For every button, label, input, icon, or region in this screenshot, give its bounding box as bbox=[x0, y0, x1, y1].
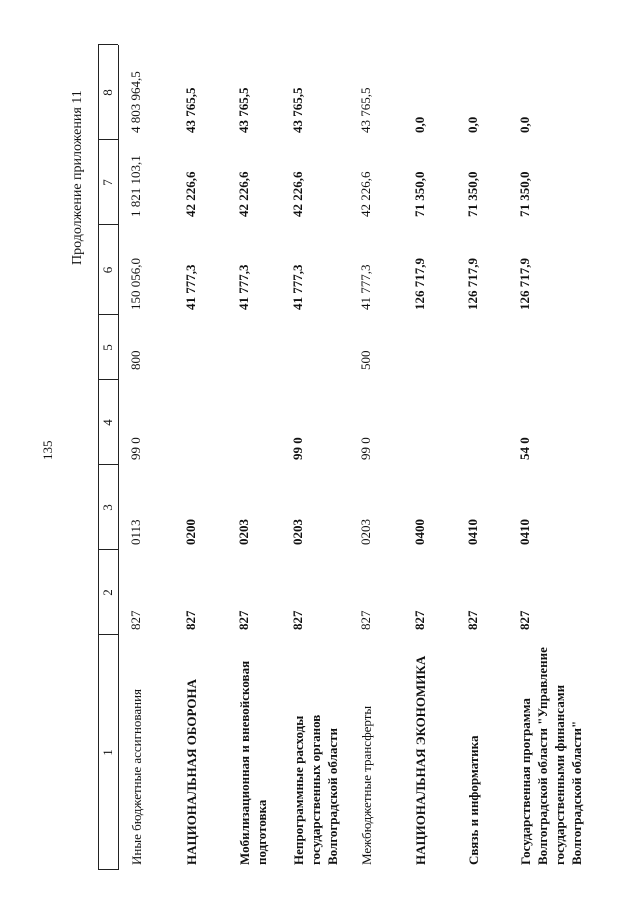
row-cell-c3: 0400 bbox=[412, 519, 427, 545]
column-header-7: 7 bbox=[100, 179, 115, 186]
row-cell-c8: 43 765,5 bbox=[290, 87, 305, 133]
column-header-8: 8 bbox=[100, 89, 115, 96]
row-cell-c6: 41 777,3 bbox=[358, 264, 373, 310]
row-cell-c3: 0203 bbox=[236, 519, 251, 545]
column-divider bbox=[98, 379, 118, 380]
row-name: Непрограммные расходы государственных органов Волгоградской области bbox=[291, 714, 340, 865]
row-name: Мобилизационная и вневойсковая подготовка bbox=[237, 660, 269, 865]
row-name: НАЦИОНАЛЬНАЯ ОБОРОНА bbox=[184, 679, 199, 865]
row-cell-c5: 800 bbox=[128, 350, 143, 370]
row-cell-c7: 42 226,6 bbox=[236, 171, 251, 217]
row-cell-c2: 827 bbox=[128, 610, 143, 630]
row-cell-c3: 0203 bbox=[290, 519, 305, 545]
row-cell-c6: 126 717,9 bbox=[412, 258, 427, 310]
column-header-4: 4 bbox=[100, 419, 115, 426]
row-name: Государственная программа Волгоградской области "Управление государственными финансами Волгоградской области" bbox=[518, 647, 584, 865]
column-divider bbox=[98, 634, 118, 635]
row-cell-c8: 0,0 bbox=[465, 116, 480, 133]
column-divider bbox=[98, 139, 118, 140]
row-cell-c8: 43 765,5 bbox=[236, 87, 251, 133]
row-cell-c2: 827 bbox=[517, 610, 532, 630]
column-header-2: 2 bbox=[100, 589, 115, 596]
row-cell-c2: 827 bbox=[183, 610, 198, 630]
row-name: Иные бюджетные ассигнования bbox=[129, 688, 144, 865]
row-cell-c4: 99 0 bbox=[128, 437, 143, 460]
row-cell-c3: 0410 bbox=[465, 519, 480, 545]
row-cell-c2: 827 bbox=[290, 610, 305, 630]
row-cell-c7: 71 350,0 bbox=[412, 171, 427, 217]
column-divider bbox=[98, 549, 118, 550]
table-top-rule bbox=[98, 45, 99, 870]
row-cell-c3: 0113 bbox=[128, 519, 143, 545]
column-divider bbox=[98, 869, 118, 870]
row-cell-c4: 99 0 bbox=[290, 437, 305, 460]
row-cell-c6: 41 777,3 bbox=[183, 264, 198, 310]
column-header-1: 1 bbox=[100, 749, 115, 756]
column-divider bbox=[98, 224, 118, 225]
row-cell-c2: 827 bbox=[465, 610, 480, 630]
continuation-label: Продолжение приложения 11 bbox=[70, 90, 85, 265]
column-header-6: 6 bbox=[100, 266, 115, 274]
row-cell-c6: 126 717,9 bbox=[517, 258, 532, 310]
row-cell-c6: 150 056,0 bbox=[128, 258, 143, 310]
row-cell-c2: 827 bbox=[236, 610, 251, 630]
row-cell-c6: 126 717,9 bbox=[465, 258, 480, 310]
row-name: НАЦИОНАЛЬНАЯ ЭКОНОМИКА bbox=[413, 655, 428, 865]
column-header-5: 5 bbox=[100, 344, 115, 351]
row-cell-c8: 0,0 bbox=[517, 116, 532, 133]
row-cell-c7: 1 821 103,1 bbox=[128, 155, 143, 217]
row-cell-c7: 42 226,6 bbox=[183, 171, 198, 217]
row-cell-c7: 42 226,6 bbox=[290, 171, 305, 217]
row-cell-c2: 827 bbox=[412, 610, 427, 630]
column-divider bbox=[98, 464, 118, 465]
row-cell-c7: 71 350,0 bbox=[465, 171, 480, 217]
row-cell-c8: 0,0 bbox=[412, 116, 427, 133]
row-cell-c8: 43 765,5 bbox=[183, 87, 198, 133]
row-cell-c2: 827 bbox=[358, 610, 373, 630]
row-cell-c7: 71 350,0 bbox=[517, 171, 532, 217]
row-cell-c3: 0200 bbox=[183, 519, 198, 545]
row-name: Связь и информатика bbox=[466, 735, 481, 865]
column-header-3: 3 bbox=[100, 504, 115, 511]
row-cell-c6: 41 777,3 bbox=[290, 264, 305, 310]
column-divider bbox=[98, 44, 118, 45]
row-cell-c7: 42 226,6 bbox=[358, 171, 373, 217]
row-cell-c8: 43 765,5 bbox=[358, 87, 373, 133]
header-bottom-rule bbox=[118, 45, 119, 870]
column-divider bbox=[98, 314, 118, 315]
row-cell-c4: 54 0 bbox=[517, 437, 532, 460]
page-number: 135 bbox=[40, 440, 55, 460]
row-cell-c5: 500 bbox=[358, 350, 373, 370]
row-cell-c6: 41 777,3 bbox=[236, 264, 251, 310]
row-name: Межбюджетные трансферты bbox=[359, 705, 374, 865]
row-cell-c3: 0203 bbox=[358, 519, 373, 545]
row-cell-c4: 99 0 bbox=[358, 437, 373, 460]
row-cell-c3: 0410 bbox=[517, 519, 532, 545]
row-cell-c8: 4 803 964,5 bbox=[128, 71, 143, 133]
